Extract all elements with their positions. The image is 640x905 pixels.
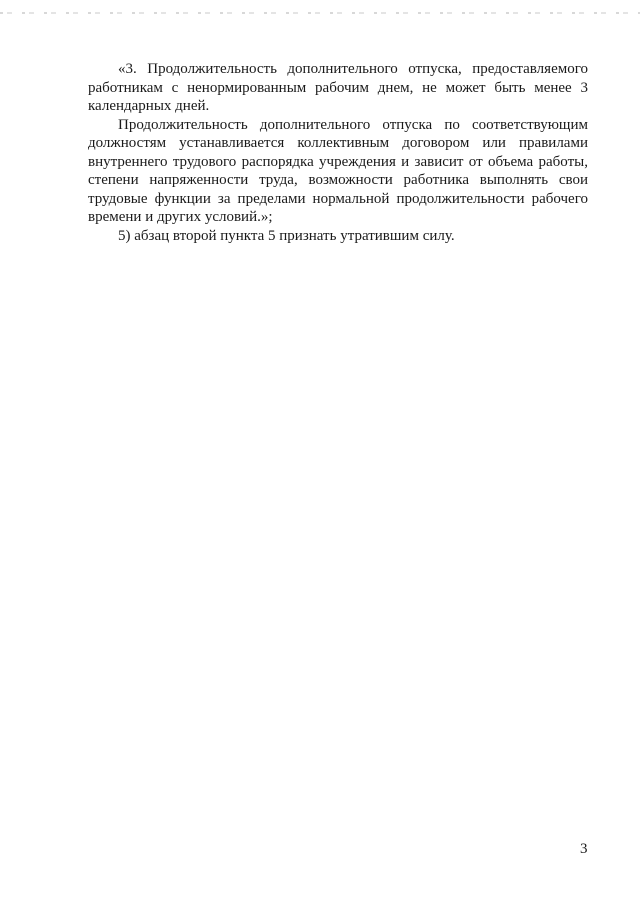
scan-top-edge-artifact — [0, 12, 640, 14]
paragraph-item-3: «3. Продолжительность дополнительного отпуска, предоставляемого работникам с ненормированным рабочим днем, не может быть менее 3 календарных дней. — [88, 61, 588, 114]
document-body — [88, 60, 588, 245]
paragraph-vacation-duration: Продолжительность дополнительного отпуска по соответствующим должностям устанавливается коллективным договором или правилами внутреннего трудового распорядка учреждения и зависит от объема работы, степени напряженности труда, возможности работника выполнять свои трудовые функции за пределами нормальной продолжительности рабочего времени и других условий.»; — [88, 116, 588, 225]
paragraph-subitem-5: 5) абзац второй пункта 5 признать утратившим силу. — [118, 227, 455, 244]
page-number: 3 — [580, 841, 588, 857]
